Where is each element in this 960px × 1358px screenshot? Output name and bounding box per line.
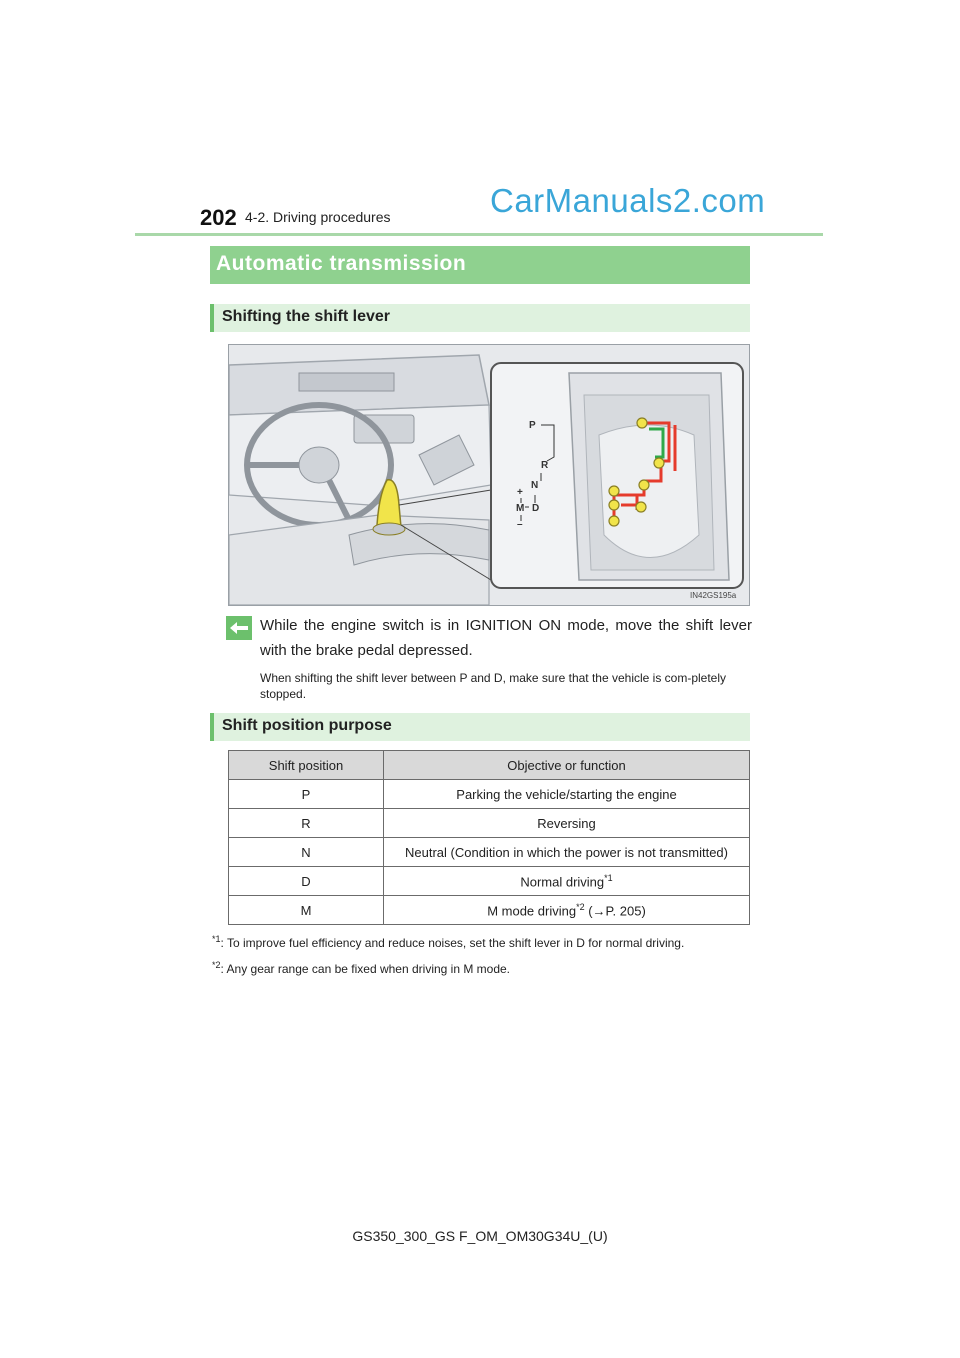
gate-label-r: R [541, 460, 549, 471]
table-row [229, 809, 750, 838]
gate-label-plus: + [517, 487, 523, 498]
footnote-mark: *1 [212, 934, 221, 944]
section-label: 4-2. Driving procedures [245, 209, 391, 225]
note-text: When shifting the shift lever between P and D, make sure that the vehicle is com-pletely stopped. [260, 671, 727, 701]
figure-id: IN42GS195a [690, 591, 737, 600]
footnote-text: : To improve fuel efficiency and reduce noises, set the shift lever in D for normal driving. [220, 936, 685, 950]
table-header-row [229, 751, 750, 780]
table-cell-function: Neutral (Condition in which the power is not transmitted) [384, 838, 750, 867]
arrow-left-glyph [226, 616, 252, 640]
footnote-mark: *2 [212, 960, 221, 970]
subheading-bar-purpose [210, 713, 750, 741]
instruction-text: While the engine switch is in IGNITION ON mode, move the shift lever with the brake pedal depressed. [260, 617, 752, 659]
table-row [229, 867, 750, 896]
page-title: Automatic transmission [216, 252, 467, 275]
footnote-text: : Any gear range can be fixed when driving in M mode. [220, 962, 511, 976]
table-row [229, 838, 750, 867]
table-cell-position: P [229, 780, 384, 809]
shift-lever-illustration [229, 345, 749, 605]
page-reference-link[interactable]: (→P. 205) [584, 903, 646, 919]
table-cell-function [384, 896, 750, 925]
table-cell-position: M [229, 896, 384, 925]
header-rule [135, 233, 823, 236]
subheading-bar-shifting [210, 304, 750, 332]
subheading-shifting: Shifting the shift lever [222, 308, 391, 325]
subheading-purpose: Shift position purpose [222, 717, 392, 734]
gate-label-p: P [529, 420, 536, 431]
table-header-position: Shift position [229, 751, 384, 780]
page-title-bar [210, 246, 750, 284]
function-text: Normal driving [520, 874, 605, 890]
table-cell-position: N [229, 838, 384, 867]
table-row [229, 896, 750, 925]
gate-label-m: M [516, 503, 525, 514]
footnote-ref: *2 [576, 901, 585, 912]
footnote-1 [212, 934, 752, 950]
footnote-2 [212, 960, 752, 976]
table-cell-position: D [229, 867, 384, 896]
footnote-ref: *1 [604, 872, 613, 883]
table-cell-function: Parking the vehicle/starting the engine [384, 780, 750, 809]
gate-label-n: N [531, 480, 539, 491]
table-header-function: Objective or function [384, 751, 750, 780]
arrow-left-icon [226, 616, 252, 640]
table-cell-function [384, 867, 750, 896]
table-cell-position: R [229, 809, 384, 838]
table-row [229, 780, 750, 809]
table-cell-function: Reversing [384, 809, 750, 838]
page-number: 202 [200, 205, 237, 230]
gate-label-minus: – [517, 519, 523, 530]
shift-lever-figure [228, 344, 750, 606]
shift-position-table [228, 750, 750, 925]
document-code: GS350_300_GS F_OM_OM30G34U_(U) [352, 1228, 608, 1244]
watermark: CarManuals2.com [490, 182, 766, 219]
function-text: M mode driving [487, 903, 577, 919]
gate-label-d: D [532, 503, 540, 514]
